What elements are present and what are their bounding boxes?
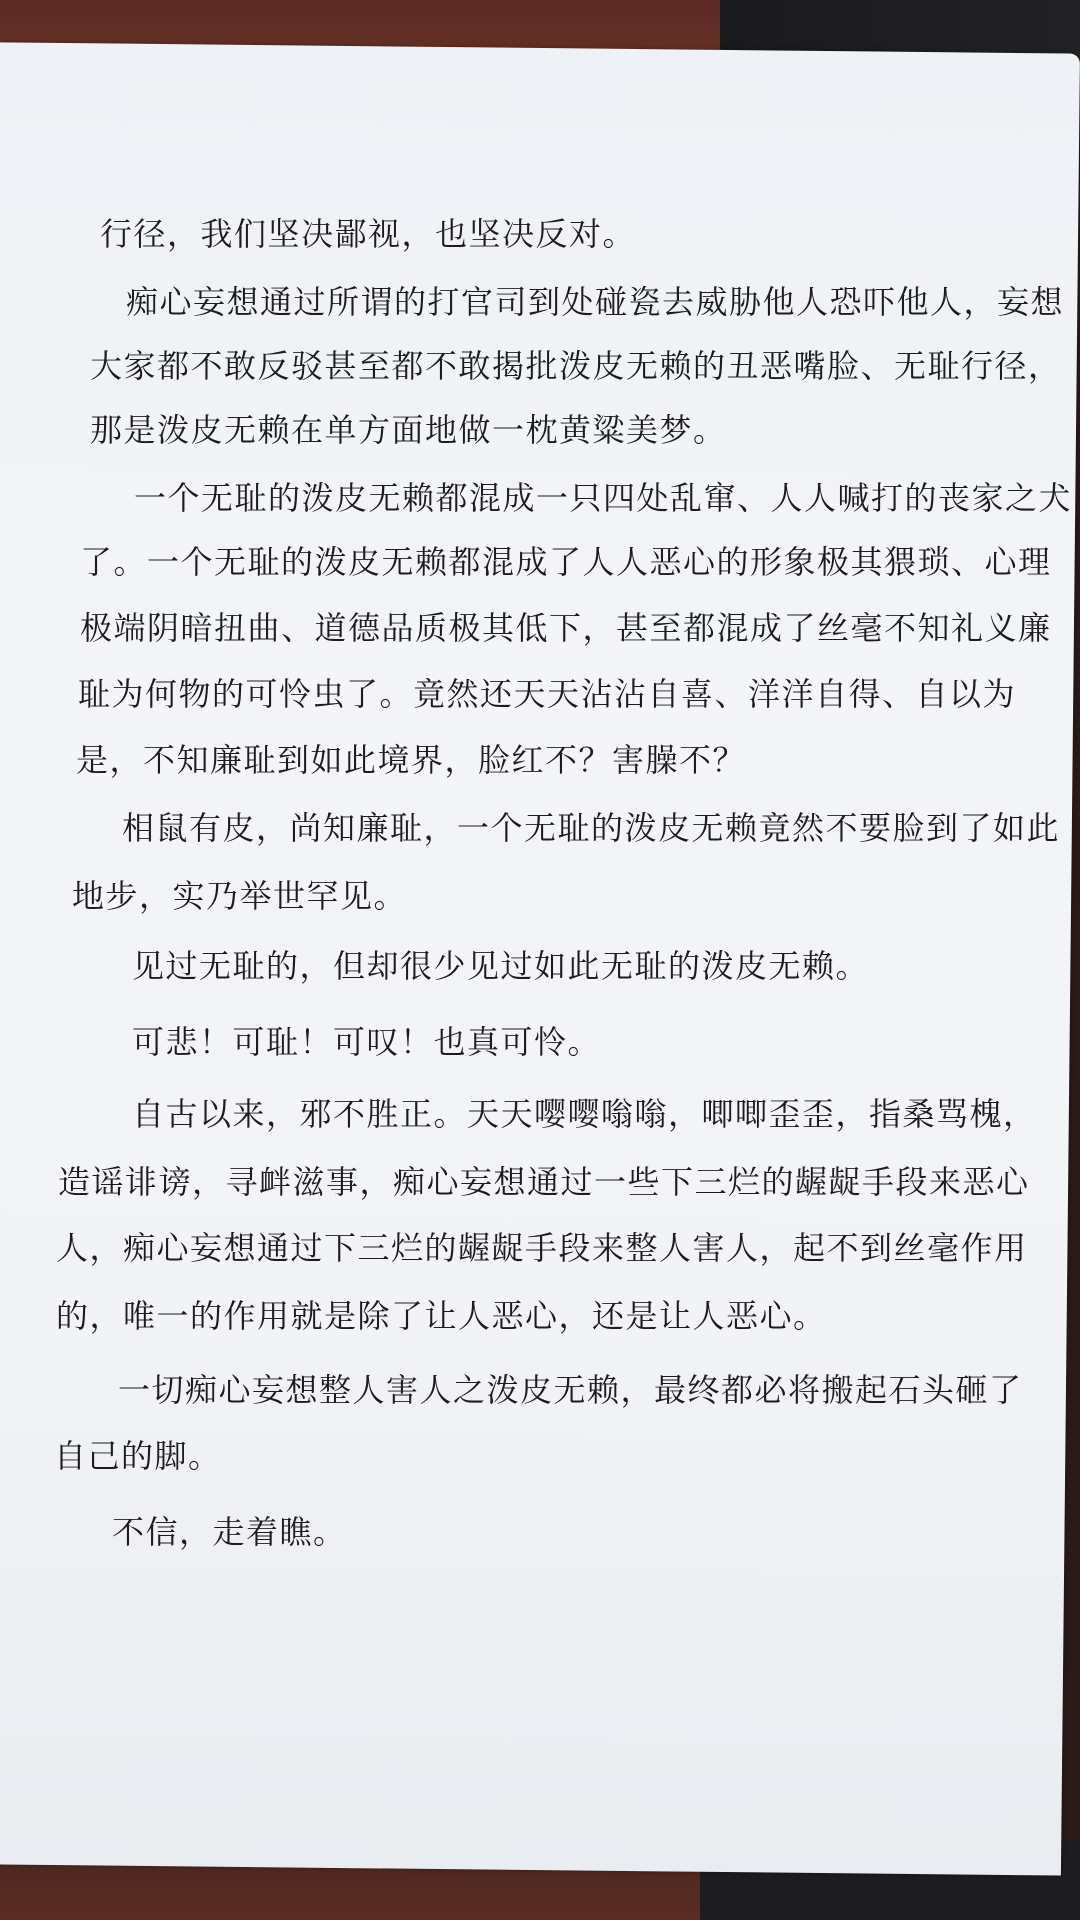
text-line: 可悲！可耻！可叹！也真可怜。 (132, 1023, 602, 1061)
text-line: 是，不知廉耻到如此境界，脸红不？害臊不？ (76, 741, 747, 779)
text-line: 的，唯一的作用就是除了让人恶心，还是让人恶心。 (56, 1297, 827, 1335)
text-line: 自己的脚。 (54, 1437, 222, 1475)
text-line: 一个无耻的泼皮无赖都混成一只四处乱窜、人人喊打的丧家之犬 (134, 479, 1073, 517)
text-line: 自古以来，邪不胜正。天天嘤嘤嗡嗡，唧唧歪歪，指桑骂槐， (132, 1095, 1037, 1133)
text-line: 极端阴暗扭曲、道德品质极其低下，甚至都混成了丝毫不知礼义廉 (80, 609, 1052, 647)
text-line: 造谣诽谤，寻衅滋事，痴心妄想通过一些下三烂的龌龊手段来恶心 (58, 1163, 1030, 1201)
text-line: 耻为何物的可怜虫了。竟然还天天沾沾自喜、洋洋自得、自以为 (78, 675, 1017, 713)
text-line: 那是泼皮无赖在单方面地做一枕黄粱美梦。 (90, 411, 727, 449)
text-line: 地步，实乃举世罕见。 (72, 877, 408, 915)
text-line: 人，痴心妄想通过下三烂的龌龊手段来整人害人，起不到丝毫作用 (56, 1229, 1028, 1267)
text-line: 大家都不敢反驳甚至都不敢揭批泼皮无赖的丑恶嘴脸、无耻行径， (90, 347, 1062, 385)
text-line: 了。一个无耻的泼皮无赖都混成了人人恶心的形象极其猥琐、心理 (80, 543, 1052, 581)
text-line: 痴心妄想通过所谓的打官司到处碰瓷去威胁他人恐吓他人，妄想 (126, 283, 1065, 321)
text-line: 相鼠有皮，尚知廉耻，一个无耻的泼皮无赖竟然不要脸到了如此 (122, 809, 1061, 847)
text-line: 行径，我们坚决鄙视，也坚决反对。 (100, 215, 637, 253)
text-line: 不信，走着瞧。 (112, 1513, 347, 1551)
text-line: 见过无耻的，但却很少见过如此无耻的泼皮无赖。 (132, 947, 870, 985)
text-line: 一切痴心妄想整人害人之泼皮无赖，最终都必将搬起石头砸了 (118, 1371, 1023, 1409)
